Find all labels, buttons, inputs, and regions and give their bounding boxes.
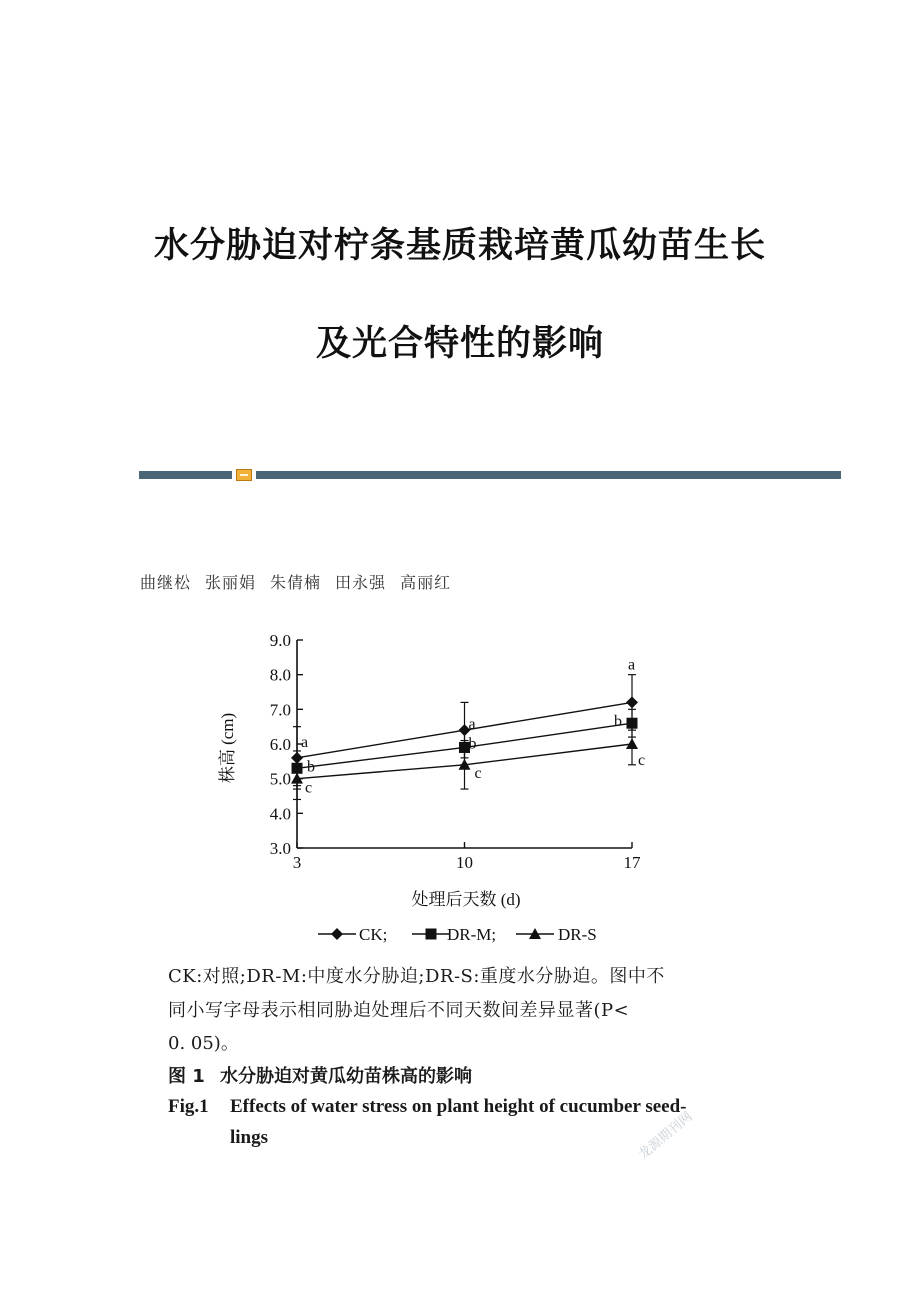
legend-label: DR-M; [447,925,497,944]
title-rule-left [139,471,232,479]
title-line-2: 及光合特性的影响 [315,324,604,364]
legend-marker-ck [331,928,343,940]
figure-title-en: Effects of water stress on plant height of cucumber seed- [230,1096,687,1117]
caption-note-line1: CK:对照;DR-M:中度水分胁迫;DR-S:重度水分胁迫。图中不 [168,966,665,987]
y-axis-label: 株高 (cm) [218,712,237,784]
title-rule-right [256,471,841,479]
figure-caption-zh [168,1062,472,1088]
y-tick-label: 9.0 [269,631,291,650]
watermark: 龙源期刊网 [636,1109,696,1163]
figure-title-zh: 水分胁迫对黄瓜幼苗株高的影响 [220,1066,472,1087]
x-tick-label: 10 [456,853,473,872]
x-tick-label: 17 [623,853,641,872]
x-axis-label: 处理后天数 (d) [411,890,521,909]
legend-marker-dr-m [426,929,437,940]
y-tick-label: 6.0 [269,735,291,754]
figure-number-zh: 图 1 [168,1066,205,1087]
x-tick-label: 3 [292,853,302,872]
figure-caption-en [168,1096,686,1118]
author: 张丽娟 [205,573,257,592]
data-point-ck [626,696,638,708]
data-point-dr-s [626,738,638,749]
caption-note-line3: 0. 05)。 [168,1033,239,1054]
book-icon [236,469,252,481]
y-tick-label: 8.0 [269,665,291,685]
author: 朱倩楠 [270,573,322,592]
significance-label: b [468,735,477,753]
legend-label: CK; [359,925,388,944]
y-tick-label: 3.0 [269,839,291,858]
author: 田永强 [335,573,387,592]
figure-number-en: Fig.1 [168,1096,209,1117]
significance-label: b [614,713,622,731]
y-tick-label: 4.0 [269,804,291,824]
significance-label: c [638,752,646,769]
title-line-1: 水分胁迫对柠条基质栽培黄瓜幼苗生长 [153,226,766,266]
significance-label: b [307,758,315,776]
caption-note-line2: 同小写字母表示相同胁迫处理后不同天数间差异显著(P< [168,1000,630,1021]
significance-label: a [301,733,309,751]
legend-label: DR-S [558,925,597,944]
author: 高丽红 [400,573,452,592]
figure-caption-en-cont: lings [230,1127,269,1148]
significance-label: c [305,779,313,797]
significance-label: c [474,764,482,782]
y-tick-label: 7.0 [269,700,291,720]
significance-label: a [628,656,636,674]
author-list [140,570,465,593]
author: 曲继松 [140,573,192,592]
y-tick-label: 5.0 [269,769,291,789]
significance-label: a [468,716,476,734]
